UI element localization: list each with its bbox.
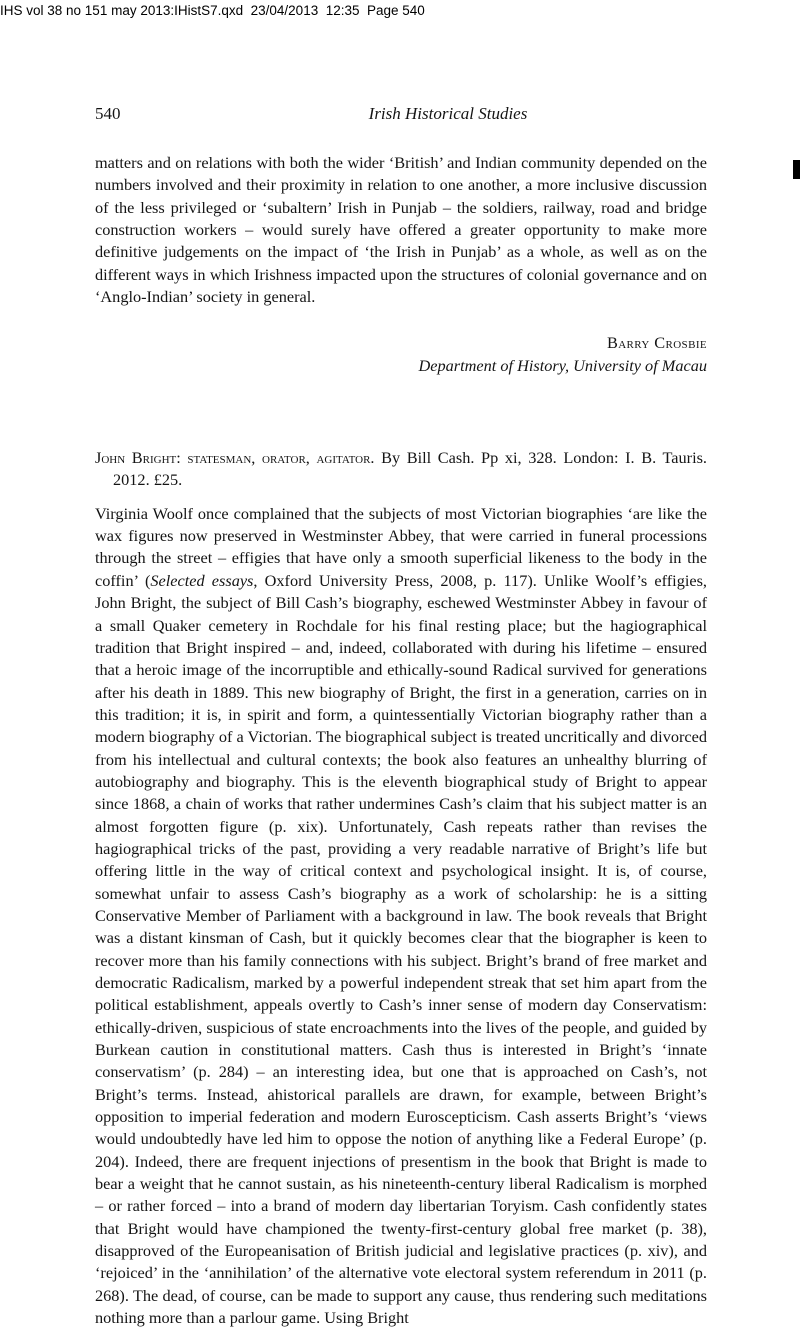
cited-book-title: Selected essays — [150, 570, 254, 590]
running-head — [95, 103, 707, 125]
current-review-body — [95, 503, 707, 1330]
review-body-part1: Virginia Woolf once complained that the subjects of most Victorian biographies ‘are like the wax figures now preserved in Westminster Abbey, that were carried in funeral processions through the street – effigies that have only a smooth superficial likeness to the body in the coffin’ ( — [95, 503, 707, 590]
page-number: 540 — [95, 104, 121, 123]
journal-title: Irish Historical Studies — [368, 104, 528, 123]
reviewer-signature — [95, 332, 707, 377]
previous-review-body: matters and on relations with both the wider ‘British’ and Indian community depended on the numbers involved and their proximity in relation to one another, a more inclusive discussion of the less privileged or ‘subaltern’ Irish in Punjab – the soldiers, railway, road and bridge construction workers – would surely have offered a greater opportunity to make more definitive judgements on the impact of ‘the Irish in Punjab’ as a whole, as well as on the different ways in which Irishness impacted upon the structures of colonial governance and on ‘Anglo-Indian’ society in general. — [95, 153, 707, 307]
scan-artifact — [793, 160, 800, 179]
reviewer-name: Barry Crosbie — [606, 333, 707, 353]
proof-header: IHS vol 38 no 151 may 2013:IHistS7.qxd 23/04/2013 12:35 Page 540 — [0, 3, 425, 18]
review-title: John Bright: statesman, orator, agitator. — [95, 448, 375, 468]
review-imprint: By Bill Cash. Pp xi, 328. London: I. B. Tauris. 2012. £25. — [113, 448, 708, 490]
review-body-part2: , Oxford University Press, 2008, p. 117). Unlike Woolf’s effigies, John Bright, the subject of Bill Cash’s biography, eschewed Westminster Abbey in favour of a small Quaker cemetery in Rochdale for his final resting place; but the hagiographical tradition that Bright inspired – and, indeed, collaborated with during his lifetime – ensured that a heroic image of the incorruptible and ethically-sound Radical survived for generations after his death in 1889. This new biography of Bright, the first in a generation, carries on in this tradition; it is, in spirit and form, a quintessentially Victorian biography rather than a modern biography of a Victorian. The biographical subject is treated uncritically and divorced from his intellectual and cultural contexts; the book also features an unhealthy blurring of autobiography and biography. This is the eleventh biographical study of Bright to appear since 1868, a chain of works that rather undermines Cash’s claim that his subject matter is an almost forgotten figure (p. xix). Unfortunately, Cash repeats rather than revises the hagiographical tricks of the past, providing a very readable narrative of Bright’s life but offering little in the way of critical context and psychological insight. It is, of course, somewhat unfair to assess Cash’s biography as a work of scholarship: he is a sitting Conservative Member of Parliament with a background in law. The book reveals that Bright was a distant kinsman of Cash, but it quickly becomes clear that the biographer is keen to recover more than his family connections with his subject. Bright’s brand of free market and democratic Radicalism, marked by a powerful independent streak that set him apart from the political establishment, appeals overtly to Cash’s inner sense of modern day Conservatism: ethically-driven, suspicious of state encroachments into the lives of the people, and guided by Burkean caution in constitutional matters. Cash thus is interested in Bright’s ‘innate conservatism’ (p. 284) – an interesting idea, but one that is approached on Cash’s, not Bright’s terms. Instead, ahistorical parallels are drawn, for example, between Bright’s opposition to imperial federation and modern Euroscepticism. Cash asserts Bright’s ‘views would undoubtedly have led him to oppose the notion of anything like a Federal Europe’ (p. 204). Indeed, there are frequent injections of presentism in the book that Bright is made to bear a weight that he cannot sustain, as his nineteenth-century liberal Radicalism is morphed – or rather forced – into a brand of modern day libertarian Toryism. Cash confidently states that Bright would have championed the twenty-first-century global free market (p. 38), disapproved of the Europeanisation of British judicial and legislative practices (p. xiv), and ‘rejoiced’ in the ‘annihilation’ of the alternative vote electoral system referendum in 2011 (p. 268). The dead, of course, can be made to support any cause, thus rendering such meditations nothing more than a parlour game. Using Bright — [95, 570, 707, 1328]
text-column — [95, 0, 707, 1330]
review-heading — [95, 447, 707, 492]
reviewer-affiliation: Department of History, University of Macau — [418, 355, 707, 375]
